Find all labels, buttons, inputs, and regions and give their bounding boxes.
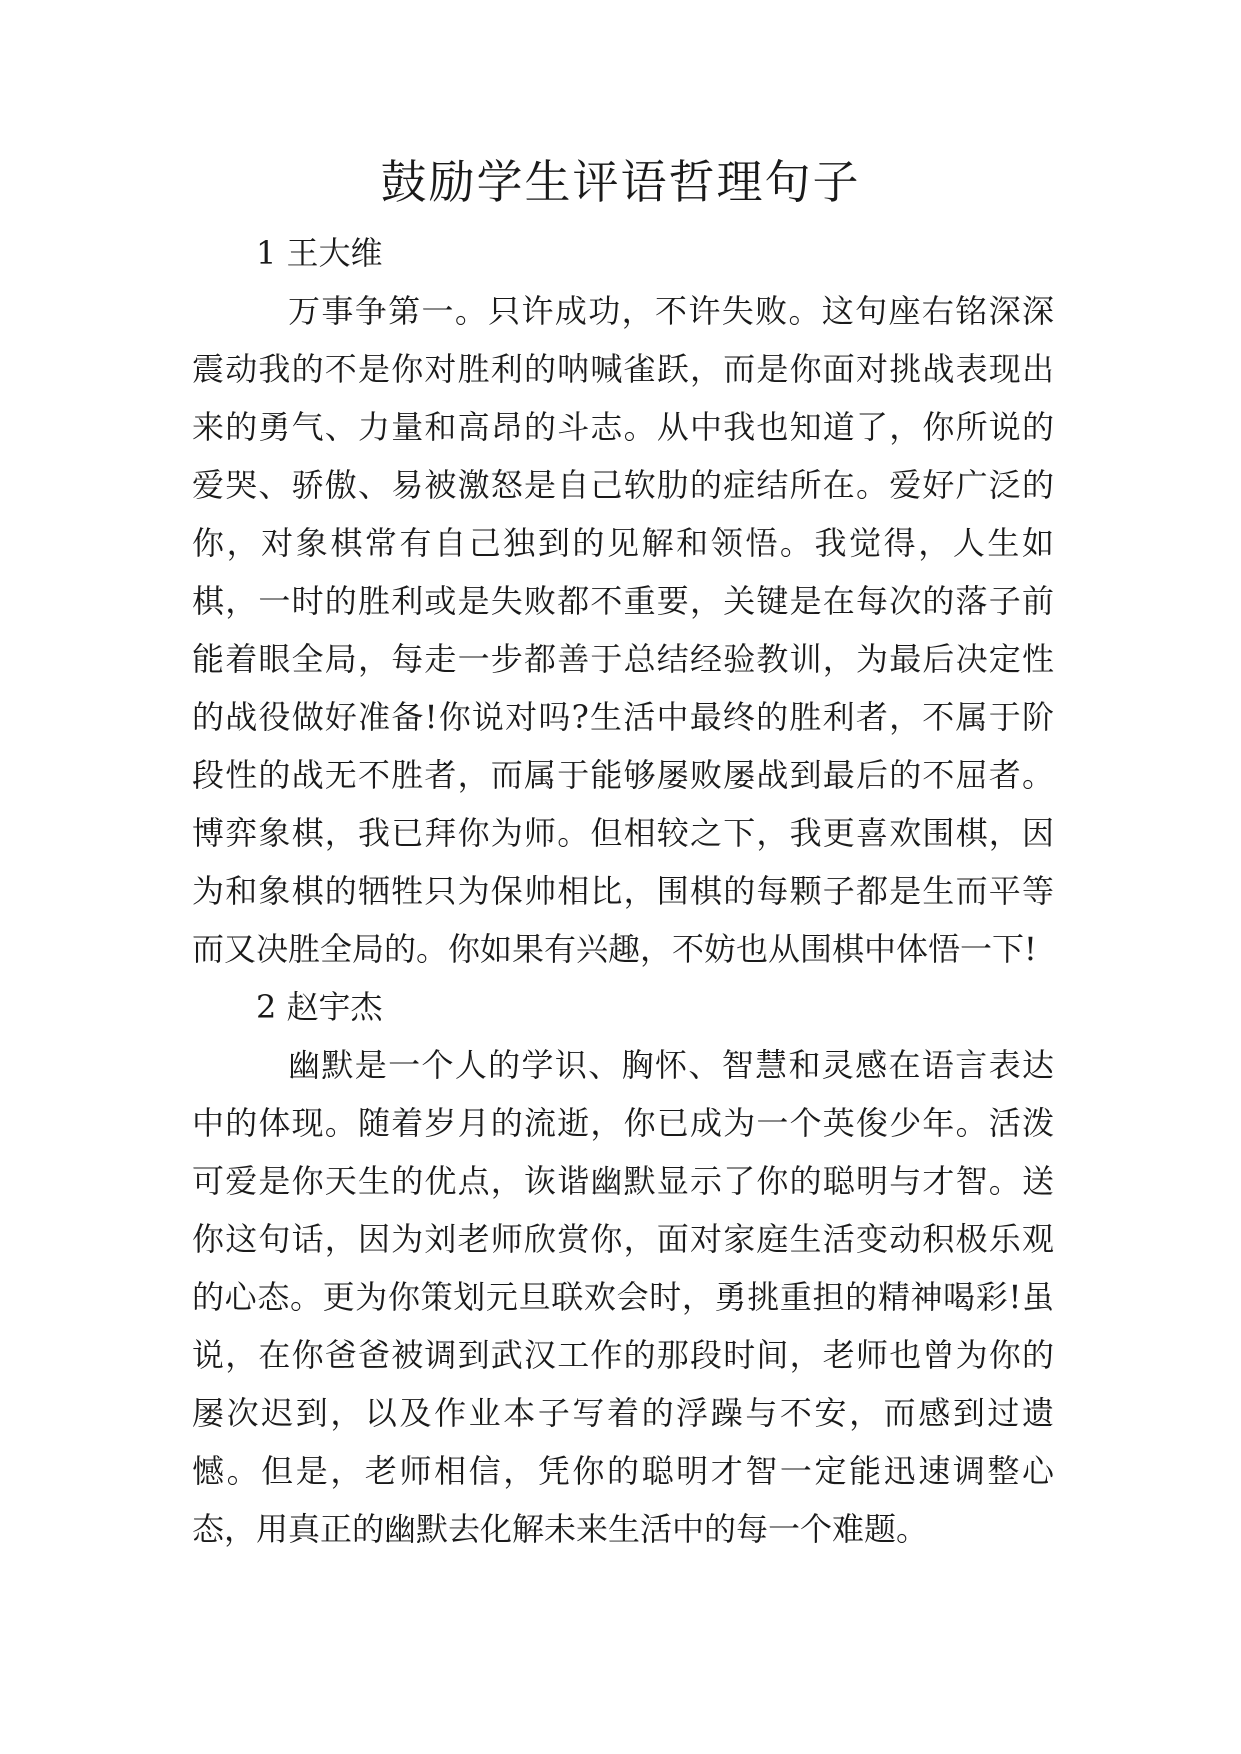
section-heading-1: 1 王大维	[256, 234, 383, 272]
section-paragraph-1: 万事争第一。只许成功，不许失败。这句座右铭深深震动我的不是你对胜利的呐喊雀跃，而是你面对挑战表现出来的勇气、力量和高昂的斗志。从中我也知道了，你所说的爱哭、骄傲、易被激怒是自己软肋的症结所在。爱好广泛的你，对象棋常有自己独到的见解和领悟。我觉得，人生如棋，一时的胜利或是失败都不重要，关键是在每次的落子前能着眼全局，每走一步都善于总结经验教训，为最后决定性的战役做好准备!你说对吗?生活中最终的胜利者，不属于阶段性的战无不胜者，而属于能够屡败屡战到最后的不屈者。博弈象棋，我已拜你为师。但相较之下，我更喜欢围棋，因为和象棋的牺牲只为保帅相比，围棋的每颗子都是生而平等而又决胜全局的。你如果有兴趣，不妨也从围棋中体悟一下!	[192, 292, 1054, 968]
document-body	[192, 224, 1054, 1558]
section-paragraph-2: 幽默是一个人的学识、胸怀、智慧和灵感在语言表达中的体现。随着岁月的流逝，你已成为一个英俊少年。活泼可爱是你天生的优点，诙谐幽默显示了你的聪明与才智。送你这句话，因为刘老师欣赏你，面对家庭生活变动积极乐观的心态。更为你策划元旦联欢会时，勇挑重担的精神喝彩!虽说，在你爸爸被调到武汉工作的那段时间，老师也曾为你的屡次迟到，以及作业本子写着的浮躁与不安，而感到过遗憾。但是，老师相信，凭你的聪明才智一定能迅速调整心态，用真正的幽默去化解未来生活中的每一个难题。	[192, 1046, 1054, 1548]
section-heading-2: 2 赵宇杰	[256, 988, 383, 1026]
document-title: 鼓励学生评语哲理句子	[380, 155, 861, 209]
